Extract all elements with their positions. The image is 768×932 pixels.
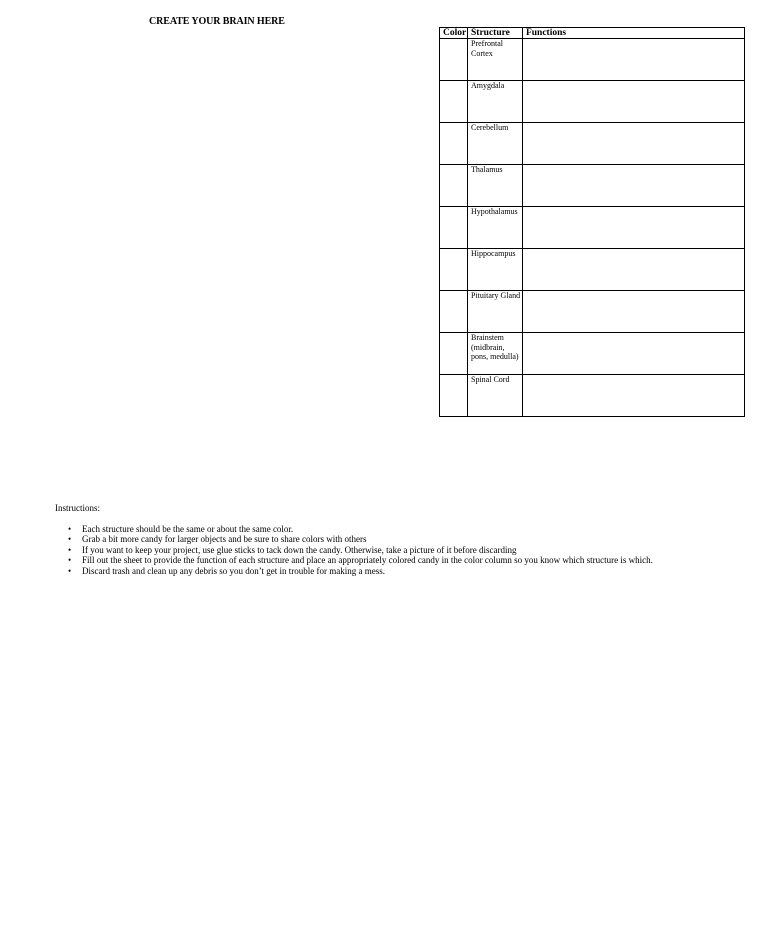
structure-cell: Spinal Cord: [468, 375, 523, 417]
table-row: [440, 81, 745, 123]
color-cell[interactable]: [440, 81, 468, 123]
structure-cell: Hippocampus: [468, 249, 523, 291]
structure-cell: Prefrontal Cortex: [468, 39, 523, 81]
functions-cell[interactable]: [522, 375, 744, 417]
structure-cell: Hypothalamus: [468, 207, 523, 249]
bullet-icon: •: [68, 523, 72, 534]
table-header-row: [440, 28, 745, 39]
table-row: [440, 249, 745, 291]
structure-cell: Cerebellum: [468, 123, 523, 165]
table-row: [440, 375, 745, 417]
color-cell[interactable]: [440, 165, 468, 207]
table-row: [440, 291, 745, 333]
instruction-text: Fill out the sheet to provide the function of each structure and place an appropriately colored candy in the color column so you know which structure is which.: [82, 555, 653, 565]
list-item: [55, 566, 653, 577]
instruction-text: Discard trash and clean up any debris so you don’t get in trouble for making a mess.: [82, 565, 386, 576]
functions-cell[interactable]: [522, 81, 744, 123]
bullet-icon: •: [68, 544, 72, 555]
functions-cell[interactable]: [522, 249, 744, 291]
color-cell[interactable]: [440, 39, 468, 81]
instruction-text: Each structure should be the same or about the same color.: [82, 523, 294, 534]
bullet-icon: •: [68, 555, 72, 565]
functions-cell[interactable]: [522, 207, 744, 249]
color-cell[interactable]: [440, 249, 468, 291]
structure-cell: Amygdala: [468, 81, 523, 123]
color-cell[interactable]: [440, 291, 468, 333]
functions-cell[interactable]: [522, 39, 744, 81]
instruction-text: Grab a bit more candy for larger objects and be sure to share colors with others: [82, 534, 367, 544]
table-row: [440, 333, 745, 375]
bullet-icon: •: [68, 534, 72, 544]
structure-cell: Pituitary Gland: [468, 291, 523, 333]
table-row: [440, 123, 745, 165]
color-cell[interactable]: [440, 333, 468, 375]
functions-cell[interactable]: [522, 123, 744, 165]
header-functions: Functions: [522, 28, 744, 39]
color-cell[interactable]: [440, 375, 468, 417]
list-item: [55, 555, 653, 566]
list-item: [55, 524, 653, 535]
instruction-list: [55, 524, 653, 577]
table-row: [440, 39, 745, 81]
list-item: [55, 534, 653, 545]
header-color: Color: [440, 28, 468, 39]
brain-structure-table: [439, 27, 745, 417]
instructions-section: [55, 503, 653, 576]
instructions-heading: Instructions:: [55, 503, 100, 513]
page-title: CREATE YOUR BRAIN HERE: [149, 16, 285, 27]
functions-cell[interactable]: [522, 333, 744, 375]
functions-cell[interactable]: [522, 291, 744, 333]
structure-cell: Brainstem (midbrain, pons, medulla): [468, 333, 523, 375]
color-cell[interactable]: [440, 207, 468, 249]
list-item: [55, 545, 653, 556]
structure-cell: Thalamus: [468, 165, 523, 207]
table-row: [440, 165, 745, 207]
bullet-icon: •: [68, 565, 72, 576]
instruction-text: If you want to keep your project, use glue sticks to tack down the candy. Otherwise, take a picture of it before discarding: [82, 544, 517, 555]
color-cell[interactable]: [440, 123, 468, 165]
functions-cell[interactable]: [522, 165, 744, 207]
table-row: [440, 207, 745, 249]
header-structure: Structure: [468, 28, 523, 39]
